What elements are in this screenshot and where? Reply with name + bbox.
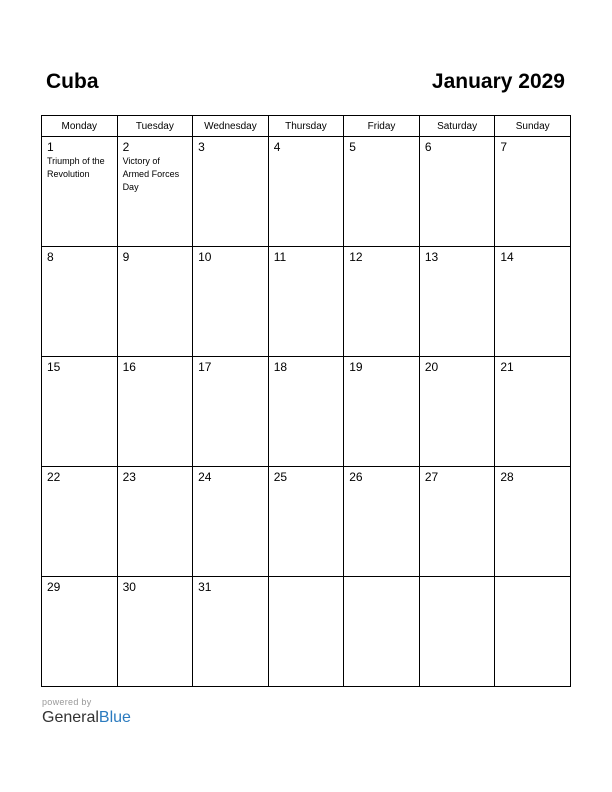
weekday-header: Friday	[344, 116, 420, 137]
day-cell	[193, 137, 269, 247]
holiday-label	[420, 264, 495, 265]
holiday-label	[420, 484, 495, 485]
holiday-label	[193, 264, 268, 265]
day-cell	[495, 357, 571, 467]
holiday-label	[420, 154, 495, 155]
day-number: 31	[198, 580, 212, 594]
holiday-label	[495, 154, 570, 155]
day-cell	[117, 357, 193, 467]
day-number: 15	[47, 360, 61, 374]
calendar-grid	[41, 115, 571, 689]
weekday-header: Saturday	[419, 116, 495, 137]
day-number: 27	[424, 470, 439, 484]
day-number: 9	[122, 250, 130, 264]
day-cell	[344, 357, 420, 467]
week-row	[42, 467, 571, 577]
day-cell	[193, 577, 269, 687]
day-cell	[117, 467, 193, 577]
holiday-label: Triumph of the Revolution	[47, 156, 105, 179]
day-cell	[268, 577, 344, 687]
day-cell	[42, 247, 118, 357]
month-year-title: January 2029	[431, 70, 565, 93]
day-number: 21	[500, 360, 514, 374]
day-cell	[344, 467, 420, 577]
week-row	[42, 247, 571, 357]
day-number: 4	[273, 140, 281, 154]
day-cell	[495, 137, 571, 247]
day-number: 17	[198, 360, 212, 374]
day-cell	[193, 357, 269, 467]
holiday-label	[193, 374, 268, 375]
day-number: 10	[198, 250, 212, 264]
day-cell	[495, 247, 571, 357]
day-cell	[419, 577, 495, 687]
holiday-label	[193, 594, 268, 595]
holiday-label	[344, 264, 419, 265]
holiday-label	[269, 264, 344, 265]
holiday-label	[269, 154, 344, 155]
day-cell	[42, 577, 118, 687]
holiday-label	[269, 484, 344, 485]
holiday-label	[118, 484, 193, 485]
holiday-label	[344, 154, 419, 155]
day-number: 5	[349, 140, 356, 154]
day-number: 11	[273, 250, 287, 264]
weekday-header: Sunday	[495, 116, 571, 137]
day-cell	[268, 467, 344, 577]
day-cell	[193, 247, 269, 357]
footer-branding	[42, 697, 131, 727]
holiday-label	[344, 580, 419, 581]
day-cell	[419, 357, 495, 467]
week-row	[42, 577, 571, 687]
day-number: 7	[500, 140, 508, 154]
day-number: 28	[500, 470, 514, 484]
day-number: 24	[198, 470, 212, 484]
day-number: 23	[122, 470, 136, 484]
day-number: 12	[349, 250, 363, 264]
holiday-label	[42, 484, 117, 485]
country-title: Cuba	[46, 70, 99, 93]
day-number: 1	[47, 140, 54, 154]
holiday-label	[269, 374, 344, 375]
day-number: 18	[273, 360, 288, 374]
day-number: 13	[424, 250, 439, 264]
holiday-label	[344, 374, 419, 375]
holiday-label	[420, 374, 495, 375]
day-cell	[42, 467, 118, 577]
holiday-label	[42, 374, 117, 375]
day-number: 19	[349, 360, 363, 374]
day-cell	[268, 137, 344, 247]
generalblue-logo[interactable]	[42, 709, 131, 727]
day-number: 29	[47, 580, 61, 594]
day-cell	[495, 467, 571, 577]
holiday-label	[118, 264, 193, 265]
weekday-header: Thursday	[268, 116, 344, 137]
day-cell	[344, 577, 420, 687]
powered-by-text: powered by	[42, 697, 92, 707]
weekday-header: Wednesday	[193, 116, 269, 137]
day-number: 30	[122, 580, 136, 594]
brand-general-text: General	[42, 709, 99, 726]
holiday-label	[269, 580, 344, 581]
day-number: 16	[122, 360, 136, 374]
holiday-label	[193, 154, 268, 155]
day-number: 22	[47, 470, 61, 484]
weekday-header-row	[42, 116, 571, 137]
holiday-label	[495, 264, 570, 265]
day-cell	[344, 137, 420, 247]
calendar-table	[41, 115, 571, 687]
holiday-label	[118, 374, 193, 375]
day-number: 14	[500, 250, 514, 264]
holiday-label	[193, 484, 268, 485]
week-row	[42, 357, 571, 467]
weekday-header: Tuesday	[117, 116, 193, 137]
holiday-label	[495, 374, 570, 375]
day-cell	[268, 357, 344, 467]
holiday-label	[42, 594, 117, 595]
day-cell	[419, 137, 495, 247]
holiday-label	[344, 484, 419, 485]
holiday-label	[118, 594, 193, 595]
day-cell	[42, 137, 118, 247]
day-cell	[193, 467, 269, 577]
day-cell	[419, 247, 495, 357]
day-number: 3	[198, 140, 205, 154]
holiday-label	[42, 264, 117, 265]
holiday-label	[495, 580, 570, 581]
day-number: 6	[424, 140, 432, 154]
day-cell	[268, 247, 344, 357]
holiday-label	[420, 580, 495, 581]
weekday-header: Monday	[42, 116, 118, 137]
day-number: 8	[47, 250, 54, 264]
day-cell	[117, 137, 193, 247]
day-number: 2	[122, 140, 130, 154]
day-cell	[42, 357, 118, 467]
day-number: 25	[273, 470, 288, 484]
day-cell	[344, 247, 420, 357]
day-cell	[117, 577, 193, 687]
week-row	[42, 137, 571, 247]
holiday-label: Victory of Armed Forces Day	[122, 156, 180, 192]
brand-blue-text: Blue	[98, 709, 131, 726]
holiday-label	[495, 484, 570, 485]
day-number: 26	[349, 470, 363, 484]
day-number: 20	[424, 360, 439, 374]
day-cell	[419, 467, 495, 577]
day-cell	[495, 577, 571, 687]
day-cell	[117, 247, 193, 357]
